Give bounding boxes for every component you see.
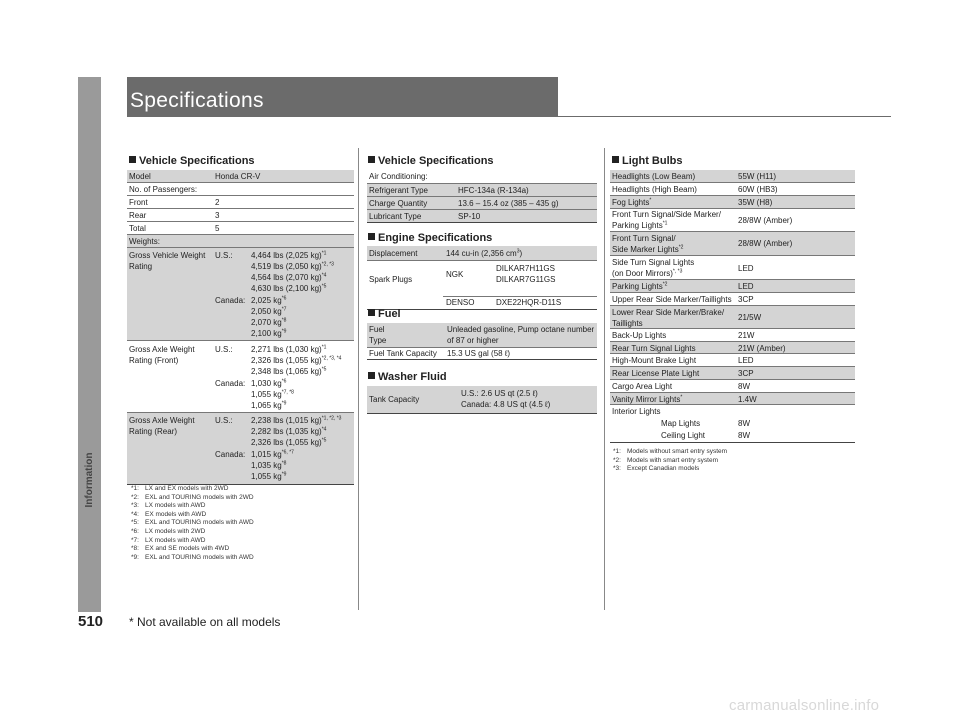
table-row: Rear License Plate Light 3CP [610,366,855,379]
side-section-label: Information [84,452,95,508]
table-row: Vanity Mirror Lights* 1.4W [610,392,855,404]
table-row-gawr-rear: Gross Axle Weight Rating (Rear) U.S.: 2,238 lbs (1,015 kg)$^{*1, *2, *3}$ 2,282 lbs (1,035 kg)$^{*4}$ 2,326 lbs (1,055 kg)$^{*5}$ Canada: 1,015 $kg^{*6, *7}$ 1,035 $kg^{*8}$ 1,055 $kg^{*9}$ [127,412,354,484]
footnote-item: *2: Models with smart entry system [613,456,719,464]
table-row-lubricant: Lubricant Type SP-10 [367,209,597,222]
vehicle-specs-heading-ac: Vehicle Specifications [368,155,494,167]
table-row-charge: Charge Quantity 13.6 – 15.4 oz (385 – 435 g) [367,196,597,209]
square-bullet-icon [368,233,375,240]
table-row-washer-tank: Tank Capacity U.S.: 2.6 US qt (2.5 ℓ) Canada: 4.8 US qt (4.5 ℓ) [367,386,597,413]
table-row: Headlights (Low Beam) 55W (H11) [610,170,855,182]
light-bulbs-heading: Light Bulbs [612,155,683,167]
page-number: 510 [78,613,104,630]
footnote-item: *1: LX and EX models with 2WD [131,485,229,492]
vehicle-specs-table [127,170,354,485]
table-row: Upper Rear Side Marker/Taillights 3CP [610,292,855,305]
table-row-gawr-front: Gross Axle Weight Rating (Front) U.S.: 2,271 lbs (1,030 kg)$^{*1}$ 2,326 lbs (1,055 kg)$^{*2, *3, *4}$ 2,348 lbs (1,065 kg)$^{*5}$ Canada: 1,030 $kg^{*6}$ 1,055 $kg^{*7, *8}$ 1,065 $kg^{*9}$ [127,340,354,412]
footnote-item: *4: EX models with AWD [131,510,207,518]
table-row: Lower Rear Side Marker/Brake/ Taillights 21/5W [610,305,855,328]
table-row: Parking Lights$^{*2}$ LED [610,279,855,292]
table-row: High-Mount Brake Light LED [610,353,855,366]
square-bullet-icon [612,156,619,163]
table-row-ac: Air Conditioning: [369,172,428,181]
square-bullet-icon [368,372,375,379]
fuel-heading: Fuel [368,308,401,320]
engine-specs-heading: Engine Specifications [368,232,492,244]
light-bulbs-table [610,170,855,443]
square-bullet-icon [129,156,136,163]
footnote-item: *1: Models without smart entry system [613,448,728,455]
air-conditioning-table [367,170,597,223]
table-row-interior-lights: Interior Lights Map Lights 8W Ceiling Light 8W [610,404,855,442]
table-row-rear: Rear 3 [127,208,354,221]
footnote-item: *5: EXL and TOURING models with AWD [131,519,254,527]
table-row: Fog Lights* 35W (H8) [610,195,855,208]
table-row-model: Model Honda CR-V [127,170,354,182]
footnote-item: *2: EXL and TOURING models with 2WD [131,493,254,501]
square-bullet-icon [368,156,375,163]
footnote-item: *6: LX models with 2WD [131,527,206,535]
page-title: Specifications [130,89,264,112]
table-row-fuel-type: Fuel Type Unleaded gasoline, Pump octane number of 87 or higher [367,323,597,347]
footnote-item: *8: EX and SE models with 4WD [131,545,230,553]
footnote-item: *3: Except Canadian models [613,465,700,473]
table-row-denso: DENSO DXE22HQR-D11S [446,298,562,307]
footnote-item: *9: EXL and TOURING models with AWD [131,553,254,561]
table-row: Rear Turn Signal Lights 21W (Amber) [610,341,855,353]
footnote-item: *7: LX models with AWD [131,536,206,544]
engine-specs-table [367,246,597,310]
table-row: Side Turn Signal Lights (on Door Mirrors)$^{*, *3}$ LED [610,255,855,279]
fuel-table [367,323,597,360]
table-row-front: Front 2 [127,195,354,208]
side-tab-strip [78,77,101,612]
table-row-spark-plugs: Spark Plugs NGK DILKAR7H11GS DILKAR7G11GS [367,260,597,296]
page-footnote: * Not available on all models [129,615,281,629]
table-row-passengers: No. of Passengers: [127,182,354,195]
table-row-total: Total 5 [127,221,354,234]
table-row-refrigerant: Refrigerant Type HFC-134a (R-134a) [367,183,597,196]
watermark: carmanualsonline.info [729,697,880,714]
table-row-displacement: Displacement 144 cu-in (2,356 $cm^3$) [367,246,597,260]
table-row: Back-Up Lights 21W [610,328,855,341]
column-divider-1 [358,148,359,610]
table-row-weights: Weights: [127,234,354,247]
square-bullet-icon [368,309,375,316]
table-row-fuel-tank: Fuel Tank Capacity 15.3 US gal (58 ℓ) [367,347,597,359]
vehicle-specs-heading: Vehicle Specifications [129,155,255,167]
washer-fluid-heading: Washer Fluid [368,371,447,383]
header-rule [127,116,891,117]
table-row: Cargo Area Light 8W [610,379,855,392]
footnote-item: *3: LX models with AWD [131,502,206,510]
washer-fluid-table [367,386,597,414]
column-divider-2 [604,148,605,610]
table-row-gvwr: Gross Vehicle Weight Rating U.S.: 4,464 lbs (2,025 kg)$^{*1}$ 4,519 lbs (2,050 kg)$^{*2, *3}$ 4,564 lbs (2,070 kg)$^{*4}$ 4,630 lbs (2,100 kg)$^{*5}$ Canada: 2,025 $kg^{*6}$ 2,050 $kg^{*7}$ 2,070 $kg^{*8}$ 2,100 $kg^{*9}$ [127,247,354,340]
table-row: Front Turn Signal/Side Marker/ Parking Lights$^{*1}$ 28/8W (Amber) [610,208,855,231]
vehicle-specs-footnotes [131,485,254,562]
table-row: Headlights (High Beam) 60W (HB3) [610,182,855,195]
light-bulbs-footnotes [613,448,727,474]
table-row: Front Turn Signal/ Side Marker Lights$^{*2}$ 28/8W (Amber) [610,231,855,255]
